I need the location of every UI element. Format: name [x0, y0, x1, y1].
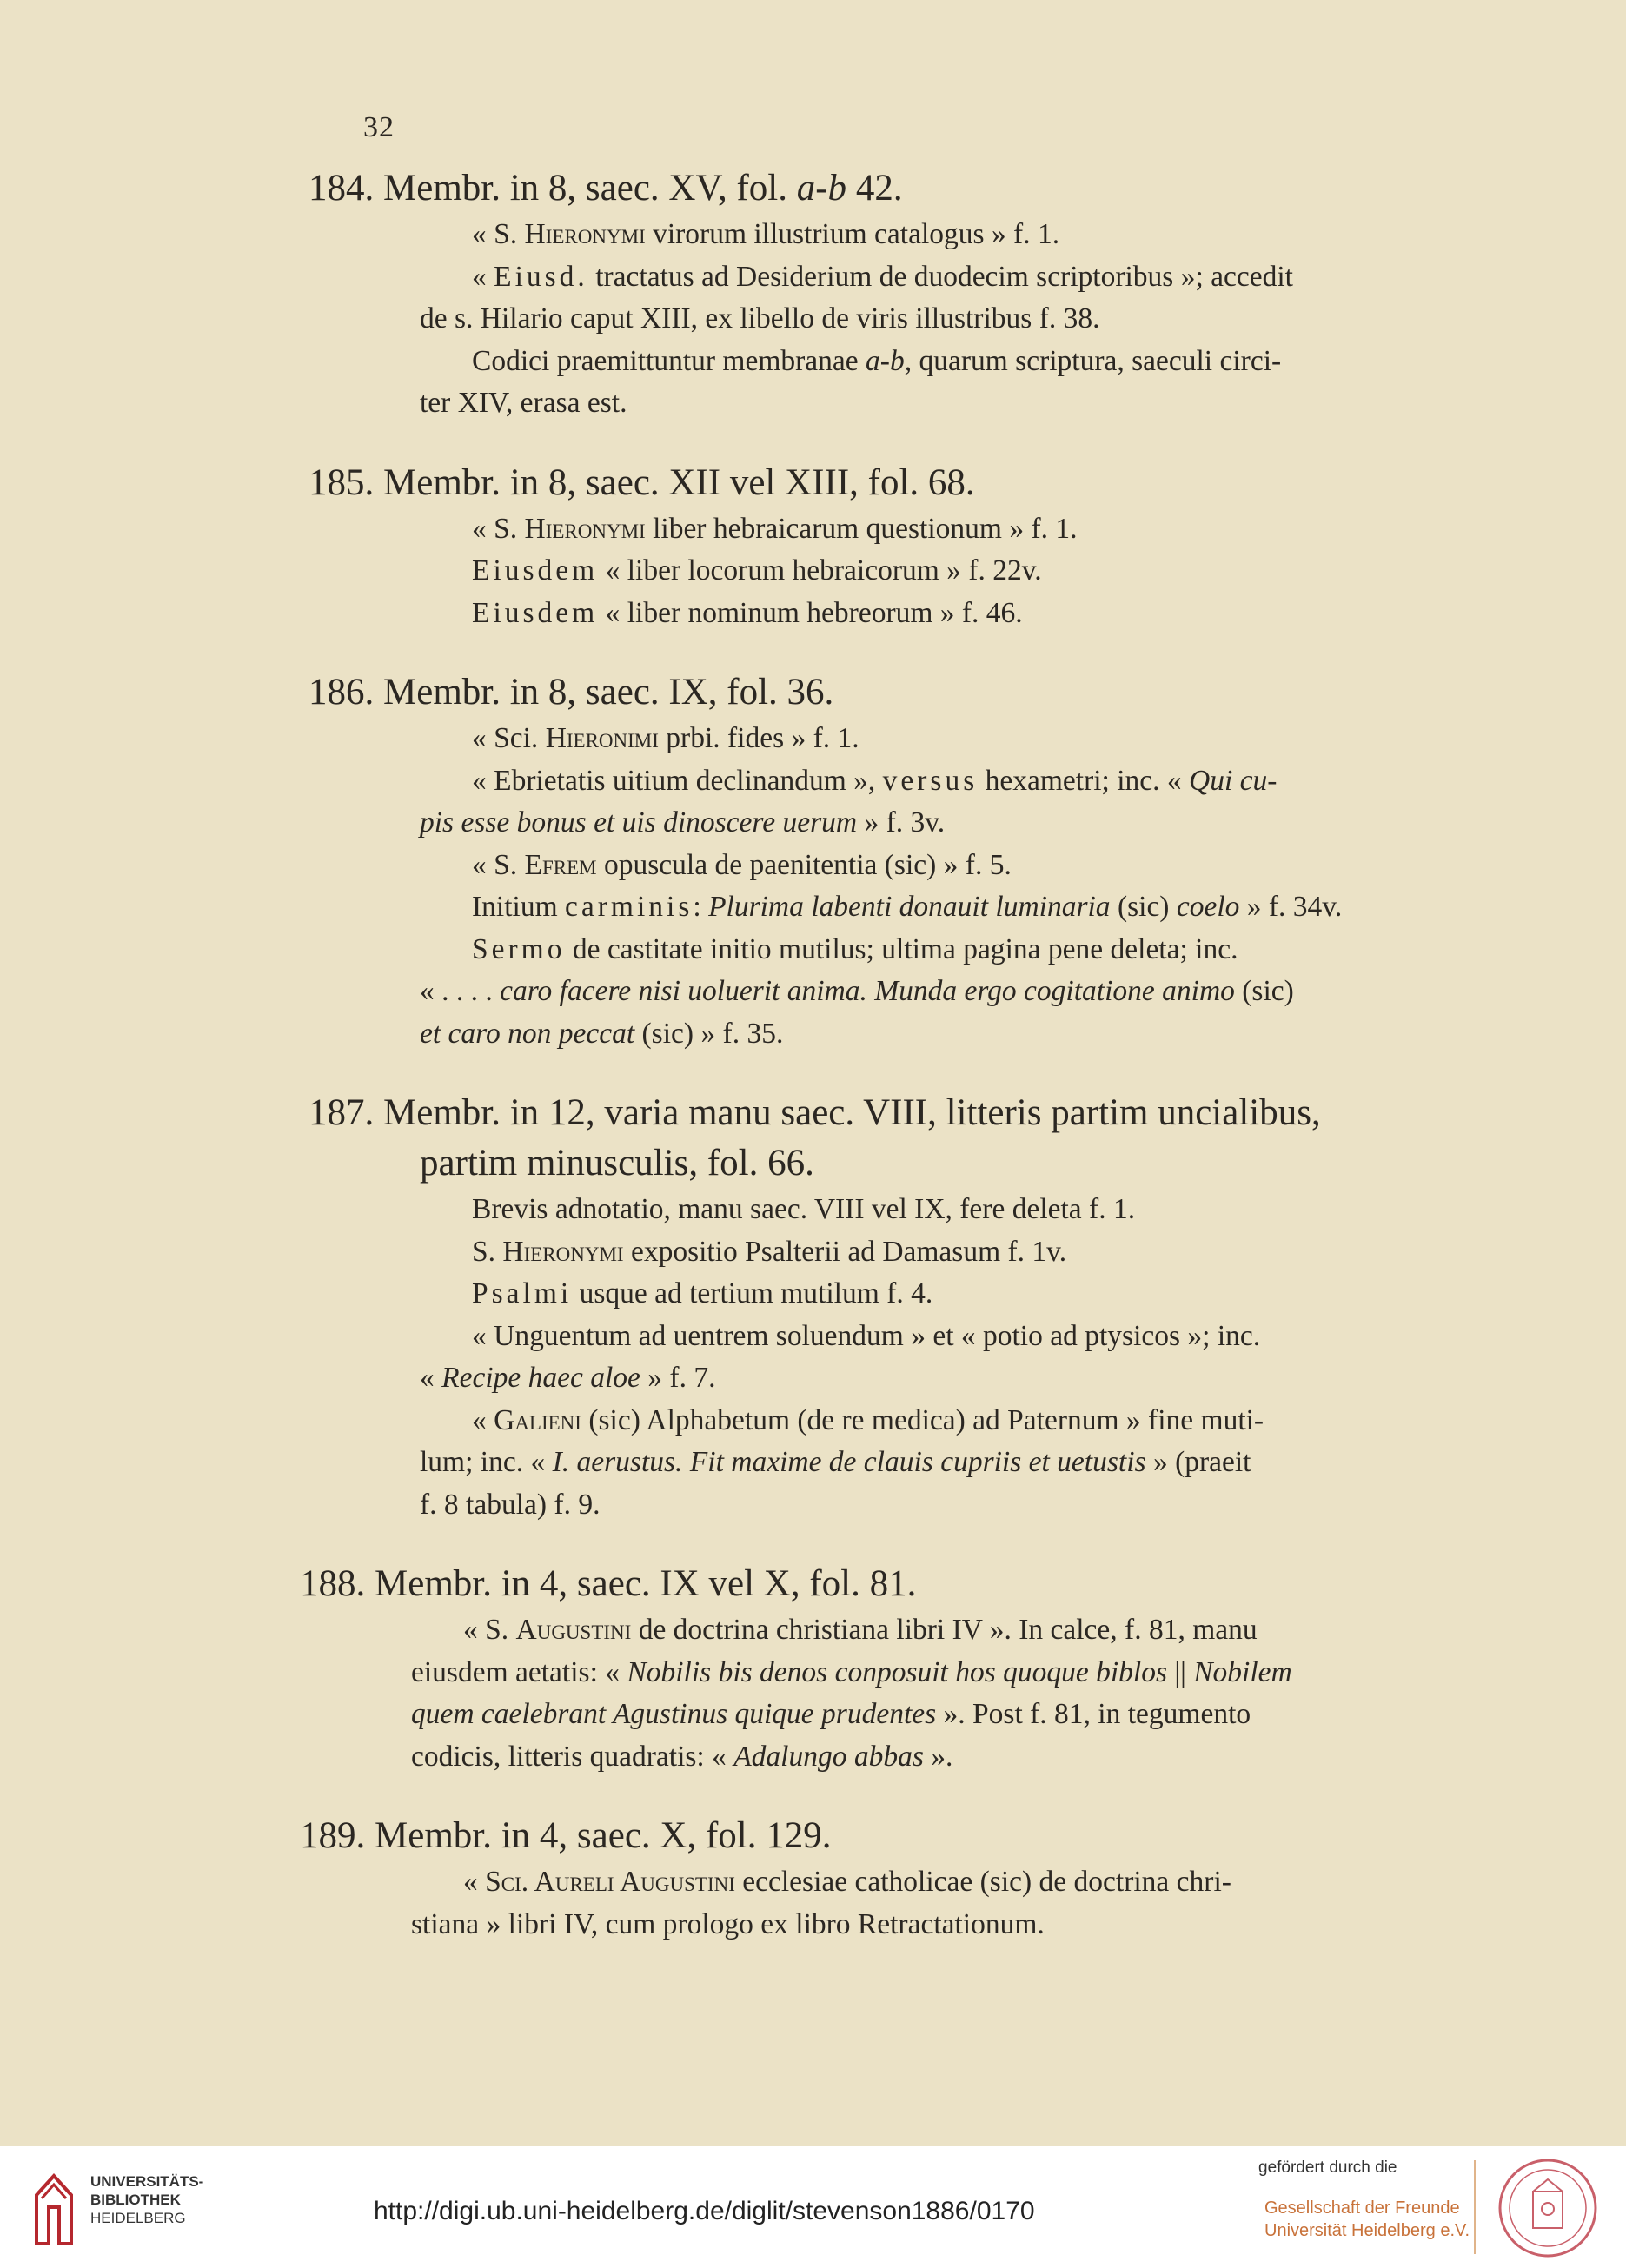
- entry-line: « . . . . caro facere nisi uoluerit anima. Munda ergo cogitatione animo (sic): [420, 975, 1294, 1007]
- entry-line: Sermo de castitate initio mutilus; ultima pagina pene deleta; inc.: [472, 932, 1238, 965]
- entry-heading: 184. Membr. in 8, saec. XV, fol. a-b 42.: [309, 168, 903, 209]
- footer-divider: [1474, 2160, 1476, 2254]
- entry-line: Psalmi usque ad tertium mutilum f. 4.: [472, 1277, 933, 1310]
- entry-heading: 188. Membr. in 4, saec. IX vel X, fol. 81.: [300, 1563, 917, 1604]
- library-name: UNIVERSITÄTS- BIBLIOTHEK HEIDELBERG: [90, 2173, 204, 2226]
- entry-line: « Sci. Hieronimi prbi. fides » f. 1.: [472, 722, 859, 754]
- entry-line: quem caelebrant Agustinus quique prudentes ». Post f. 81, in tegumento: [411, 1698, 1251, 1730]
- entry-186: [309, 667, 1469, 1055]
- entry-heading: 189. Membr. in 4, saec. X, fol. 129.: [300, 1815, 832, 1856]
- entry-188: [300, 1559, 1469, 1778]
- entry-line: ter XIV, erasa est.: [420, 387, 627, 419]
- entry-heading: 187. Membr. in 12, varia manu saec. VIII, litteris partim uncialibus,: [309, 1092, 1321, 1133]
- entry-line: « S. Efrem opuscula de paenitentia (sic) » f. 5.: [472, 848, 1012, 881]
- entry-line: eiusdem aetatis: « Nobilis bis denos conposuit hos quoque biblos || Nobilem: [411, 1655, 1292, 1688]
- entry-heading-continued: partim minusculis, fol. 66.: [420, 1143, 814, 1184]
- entry-line: Eiusdem « liber nominum hebreorum » f. 46.: [472, 596, 1023, 629]
- entry-line: S. Hieronymi expositio Psalterii ad Damasum f. 1v.: [472, 1235, 1067, 1268]
- catalog-content: [300, 163, 1469, 1979]
- entry-line: lum; inc. « I. aerustus. Fit maxime de clauis cupriis et uetustis » (praeit: [420, 1446, 1251, 1478]
- entry-185: [309, 458, 1469, 635]
- entry-line: « Ebrietatis uitium declinandum », versus hexametri; inc. « Qui cu-: [472, 764, 1278, 797]
- entry-187: [309, 1088, 1469, 1526]
- entry-heading: 185. Membr. in 8, saec. XII vel XIII, fol. 68.: [309, 461, 975, 503]
- entry-line: « Recipe haec aloe » f. 7.: [420, 1362, 716, 1394]
- entry-line: « Sci. Aureli Augustini ecclesiae catholicae (sic) de doctrina chri-: [463, 1866, 1231, 1898]
- entry-line: « S. Augustini de doctrina christiana libri IV ». In calce, f. 81, manu: [463, 1614, 1258, 1646]
- entry-line: « Galieni (sic) Alphabetum (de re medica) ad Paternum » fine muti-: [472, 1403, 1264, 1436]
- entry-line: pis esse bonus et uis dinoscere uerum » f. 3v.: [420, 806, 946, 839]
- entry-heading: 186. Membr. in 8, saec. IX, fol. 36.: [309, 672, 834, 713]
- entry-line: de s. Hilario caput XIII, ex libello de viris illustribus f. 38.: [420, 302, 1100, 335]
- society-name: Gesellschaft der Freunde Universität Heidelberg e.V.: [1264, 2198, 1470, 2240]
- entry-184: [309, 163, 1469, 425]
- entry-line: Codici praemittuntur membranae a-b, quarum scriptura, saeculi circi-: [472, 344, 1282, 377]
- entry-line: codicis, litteris quadratis: « Adalungo abbas ».: [411, 1740, 953, 1773]
- entry-line: « S. Hieronymi virorum illustrium catalogus » f. 1.: [472, 218, 1060, 250]
- university-library-logo-icon: [33, 2169, 75, 2247]
- entry-line: « S. Hieronymi liber hebraicarum questionum » f. 1.: [472, 512, 1078, 545]
- entry-line: « Eiusd. tractatus ad Desiderium de duodecim scriptoribus »; accedit: [472, 260, 1293, 293]
- page-number: 32: [363, 111, 395, 143]
- entry-line: et caro non peccat (sic) » f. 35.: [420, 1017, 784, 1050]
- digitization-footer: [0, 2146, 1626, 2268]
- entry-line: Eiusdem « liber locorum hebraicorum » f. 22v.: [472, 554, 1042, 587]
- funded-by-label: gefördert durch die: [1258, 2159, 1397, 2177]
- entry-line: f. 8 tabula) f. 9.: [420, 1488, 601, 1521]
- entry-line: stiana » libri IV, cum prologo ex libro Retractationum.: [411, 1907, 1045, 1940]
- entry-189: [300, 1811, 1469, 1946]
- university-seal-icon: [1497, 2157, 1599, 2259]
- entry-line: « Unguentum ad uentrem soluendum » et « potio ad ptysicos »; inc.: [472, 1319, 1261, 1352]
- permalink-url[interactable]: http://digi.ub.uni-heidelberg.de/diglit/stevenson1886/0170: [374, 2197, 1035, 2225]
- entry-line: Initium carminis: Plurima labenti donauit luminaria (sic) coelo » f. 34v.: [472, 891, 1343, 923]
- entry-line: Brevis adnotatio, manu saec. VIII vel IX, fere deleta f. 1.: [472, 1193, 1136, 1225]
